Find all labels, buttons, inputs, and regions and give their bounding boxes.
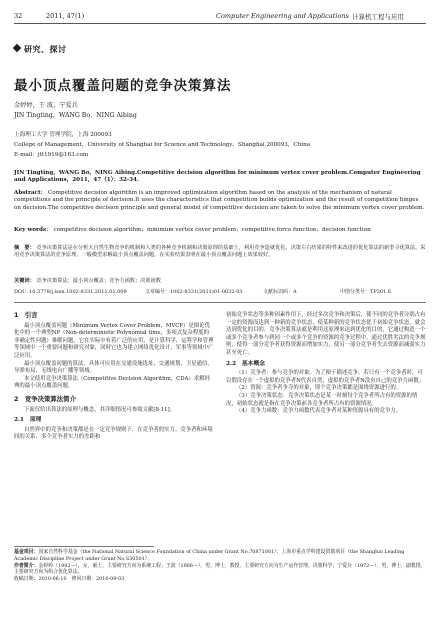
funding-label: 基金项目： (14, 549, 39, 555)
keywords-en (14, 227, 426, 234)
paragraph: 最小顶点覆盖问题（Minimum Vertex Cover Problem，MVCP）是图论优化中的一个典型NP（Non-deterministic Polynomial time，多项式复杂程度的非确定性问题）难解问题，它在实际中有着广泛的应用，是计算科学、运筹学和管理等领域中一个重要问题和研究对象，同时它也为建立网络优化设计、军事等领域中广泛应用。 (14, 322, 214, 359)
paper-title: 最小顶点覆盖问题的竞争决策算法 (14, 78, 232, 94)
bio-text: 金婷婷（1982—），女，硕士，主要研究方向为系统工程；王波（1966—），男，博士，教授，主要研究方向为生产运作管理、决策科学；宁爱兵（1972—），男，博士，副教授，主要研究方向为组合优化算法。 (14, 562, 426, 576)
abstract-cn-text: 竞争决策算法是在分析大自然生物竞争的机制和人类的各种竞争机制和决策原理的基础上，利用竞争造就优化、决策左右结果的特性来改进的优化算法的新型寻优算法。采用竞争决策算法的竞争原理、一般模型求解最小顶点覆盖问题，在实验结果表明在最小顶点覆盖问题上效果较好。 (14, 245, 426, 259)
abstract-label: Abstract： (14, 190, 47, 196)
journal-name-cn: 计算机工程与应用 (352, 13, 404, 21)
abstract-cn-label: 摘 要： (14, 245, 35, 251)
list-item: （2）资源：竞争者争夺的对象，即个竞争决策都是围绕资源进行的。 (236, 385, 402, 392)
citation: JIN Tingting，WANG Bo，NING Aibing.Competitive decision algorithm for minimum vertex cover problem.Computer Engineering and Applications，2011，47（1）：32-34. (14, 170, 421, 184)
paragraph: 本文使用竞争决策算法（Competitive Decision Algorithm，CDA）求解经典的最小顶点覆盖问题。 (14, 375, 210, 390)
keywords-cn (14, 278, 426, 285)
clc-number: 中图分类号：TP301.6 (340, 289, 392, 295)
document-code: 文献标识码：A (263, 289, 297, 295)
funding-text: 国家自然科学基金（the National Natural Science Foundation of China under Grant No.70871081）；上海市重点学科建设资助项目（the Shanghai Leading Academic Discipline Project under Grant No.S30501）。 (14, 549, 405, 562)
left-column (14, 307, 214, 442)
affiliation-en: College of Management，University of Shanghai for Science and Technology，Shanghai 200093，China (14, 142, 311, 148)
issue-label: 2011, 47(1) (46, 12, 85, 20)
subsection-heading-concepts: 2.2 基本概念 (226, 360, 266, 367)
received-date: 收稿日期：2010-06-10 (14, 576, 67, 583)
funding-note (14, 549, 426, 563)
section-tag-label: 研究、探讨 (24, 44, 67, 54)
section-heading-cda: 2 竞争决策算法简介 (14, 394, 76, 403)
page-number: 32 (14, 12, 23, 20)
affiliation-cn: 上海理工大学 管理学院，上海 200093 (14, 132, 112, 138)
paragraph: 初始竞争状态等多种因素作用下，经过多次竞争和决策后，使不同的竞争者分别占有一定的资源而达到一种新的竞争状态，使某种新的竞争状态优于初始竞争状态，就会达到优化的目的。竞争决策算法就是利用这原理来达到优化的目的，它通过构造一个或多个竞争者参与到同一个或多个竞争的资源的竞争过程中，通过优胜劣汰的竞争规则，使得一部分竞争者获得资源而增加实力，使另一部分竞争者失去资源而减弱实力甚至死亡。 (226, 312, 426, 356)
article-number: 文章编号：1002-8331(2011)01-0032-03 (145, 289, 243, 295)
list-item: （3）竞争决策状态：竞争决策状态是某一时刻每个竞争者所占有的资源的情况，初始状态就是指在竞争决策前各竞争者所占有的资源情况。 (226, 392, 418, 407)
revised-date: 修回日期：2010-09-03 (71, 576, 125, 583)
journal-name-en: Computer Engineering and Applications (216, 12, 349, 20)
subsection-heading-principle: 2.1 原理 (14, 417, 42, 424)
footnotes (14, 549, 426, 583)
bio-label: 作者简介： (14, 562, 39, 569)
diamond-bullet-icon (13, 44, 21, 52)
keywords-cn-text: 竞争决策算法；最小顶点覆盖；竞争力函数；决策函数 (36, 278, 161, 284)
keywords-label: Key words： (14, 227, 52, 233)
paragraph: 最小顶点覆盖问题的算法，具体可应用在交通设施选址、交通规划、卫星通信、导弹布局、无线电台广播等领域。 (14, 360, 213, 375)
abstract-en (14, 190, 426, 212)
dates (14, 576, 426, 583)
keywords-cn-label: 关键词： (14, 278, 35, 284)
list-item: （1）竞争者：参与竞争的对象。为了便于描述竞争，若只有一个竞争者时，可以假设存在一个虚拟的竞争者N代表自然，虚拟的竞争者N没有自己的竞争力函数。 (226, 370, 425, 384)
paragraph: 自然界中的竞争和决策都是在一定竞争规则下，在竞争者的实力、竞争者和环境间的关系、多个竞争者实力的差距和 (14, 426, 213, 441)
abstract-rule (14, 302, 426, 303)
paragraph: 下面仅给出算法的原理与概念，其详细情况可参阅文献[8-11]。 (24, 406, 176, 413)
authors-cn: 金婷婷，王 波，宁爱兵 (14, 102, 78, 109)
abstract-text: Competitive decision algorithm is an improved optimization algorithm based on the analysis of the mechanism of natural competitions and the principle of decision.It uses the characteristics that competition builds optimization and the result of competition hinges on decision.The competitive decision principle and general model of competitive decision are taken to solve the minimum vertex cover problem. (14, 190, 425, 211)
header-rule (14, 23, 426, 24)
authors-en: JIN Tingting，WANG Bo，NING Aibing (14, 112, 137, 119)
doi: DOI：10.3778/j.issn.1002-8331.2011.01.009 (14, 289, 127, 295)
list-item: （4）竞争力函数：竞争力函数代表竞争者对某种资源具有的竞争力。 (236, 408, 402, 415)
section-tag (14, 44, 67, 55)
author-bio (14, 563, 426, 577)
abstract-cn (14, 245, 426, 260)
section-heading-intro: 1 引言 (14, 311, 38, 319)
email: E-mail：jtt1919@163.com (14, 152, 89, 158)
keywords-text: competitive decision algorithm；minimum vertex cover problem；competitive force function；decision function (53, 227, 371, 233)
right-column (226, 312, 426, 416)
footnote-rule (14, 546, 154, 547)
